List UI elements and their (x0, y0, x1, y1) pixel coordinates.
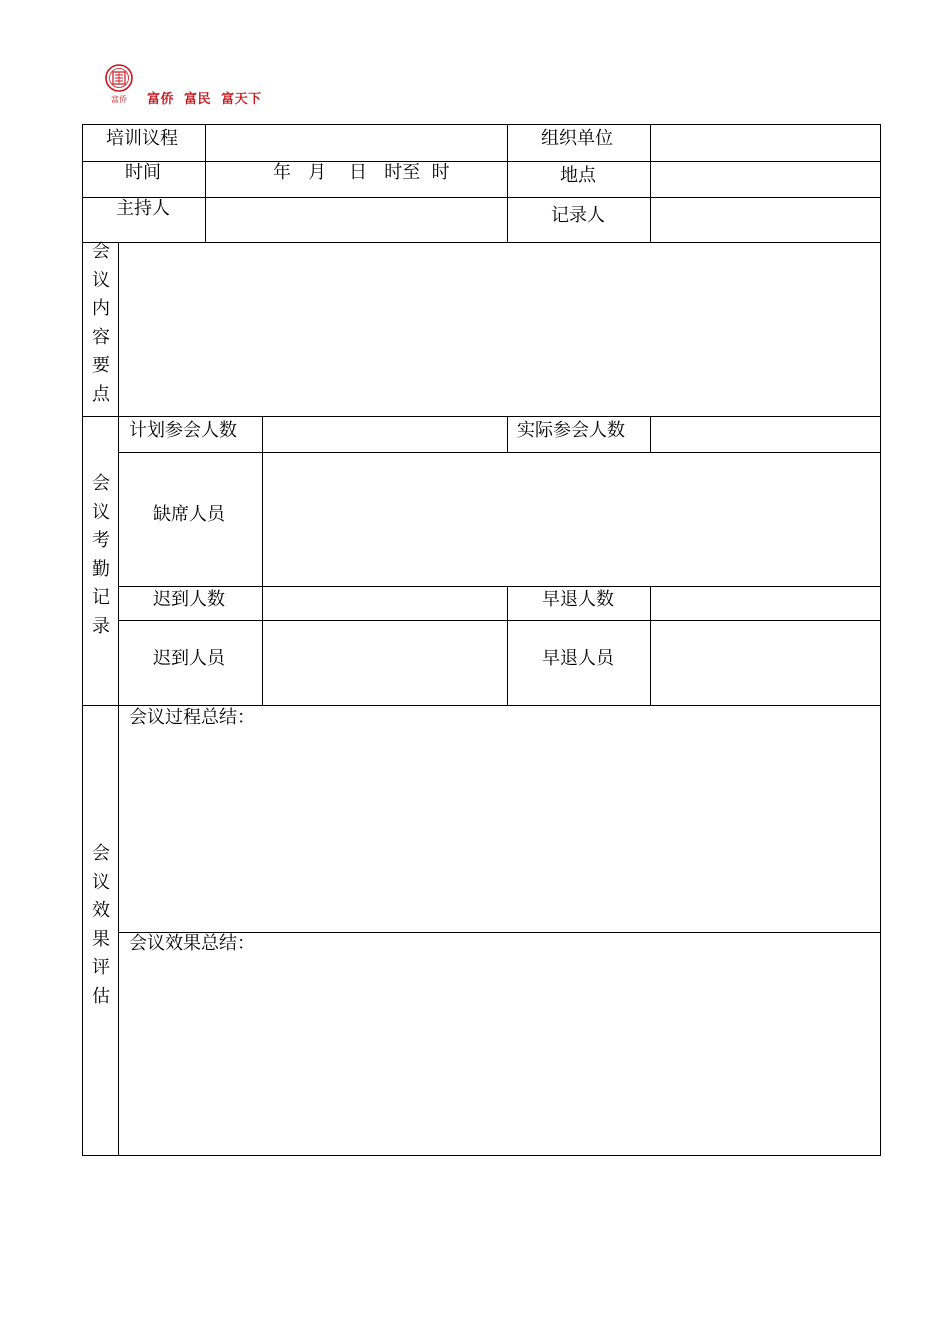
absentees-label: 缺席人员 (153, 504, 225, 525)
host-label: 主持人 (116, 198, 170, 219)
attendance-label: 会议考勤记录 (92, 473, 110, 637)
actual-attendees-field[interactable] (651, 417, 880, 452)
late-people-label: 迟到人员 (153, 648, 225, 669)
late-count-label: 迟到人数 (153, 589, 225, 610)
location-field[interactable] (651, 162, 880, 197)
location-label: 地点 (560, 165, 596, 186)
early-leave-count-label: 早退人数 (542, 589, 614, 610)
early-leave-people-label: 早退人员 (542, 648, 614, 669)
evaluation-label: 会议效果评估 (92, 843, 110, 1007)
logo-caption: 富侨 (111, 95, 127, 104)
company-slogan: 富侨 富民 富天下 (147, 92, 262, 107)
recorder-label: 记录人 (551, 205, 605, 226)
time-field[interactable]: 年 月 日 时至 时 (273, 162, 450, 183)
organizer-label: 组织单位 (541, 128, 613, 149)
meeting-content-field[interactable] (120, 243, 880, 416)
early-leave-count-field[interactable] (651, 587, 880, 620)
actual-attendees-label: 实际参会人数 (517, 420, 625, 441)
training-agenda-field[interactable] (206, 125, 506, 161)
effect-summary-field[interactable] (120, 957, 880, 1155)
late-count-field[interactable] (263, 587, 506, 620)
host-field[interactable] (206, 198, 506, 242)
time-label: 时间 (125, 162, 161, 183)
organizer-field[interactable] (651, 125, 880, 161)
planned-attendees-label: 计划参会人数 (129, 420, 237, 441)
recorder-field[interactable] (651, 198, 880, 242)
early-leave-people-field[interactable] (651, 621, 880, 705)
process-summary-field[interactable] (120, 730, 880, 932)
late-people-field[interactable] (263, 621, 506, 705)
planned-attendees-field[interactable] (263, 417, 506, 452)
company-logo-icon (104, 64, 134, 106)
training-agenda-label: 培训议程 (106, 128, 178, 149)
meeting-content-label: 会议内容要点 (92, 241, 110, 405)
process-summary-label: 会议过程总结： (129, 707, 255, 728)
effect-summary-label: 会议效果总结： (129, 933, 255, 954)
absentees-field[interactable] (263, 453, 880, 586)
